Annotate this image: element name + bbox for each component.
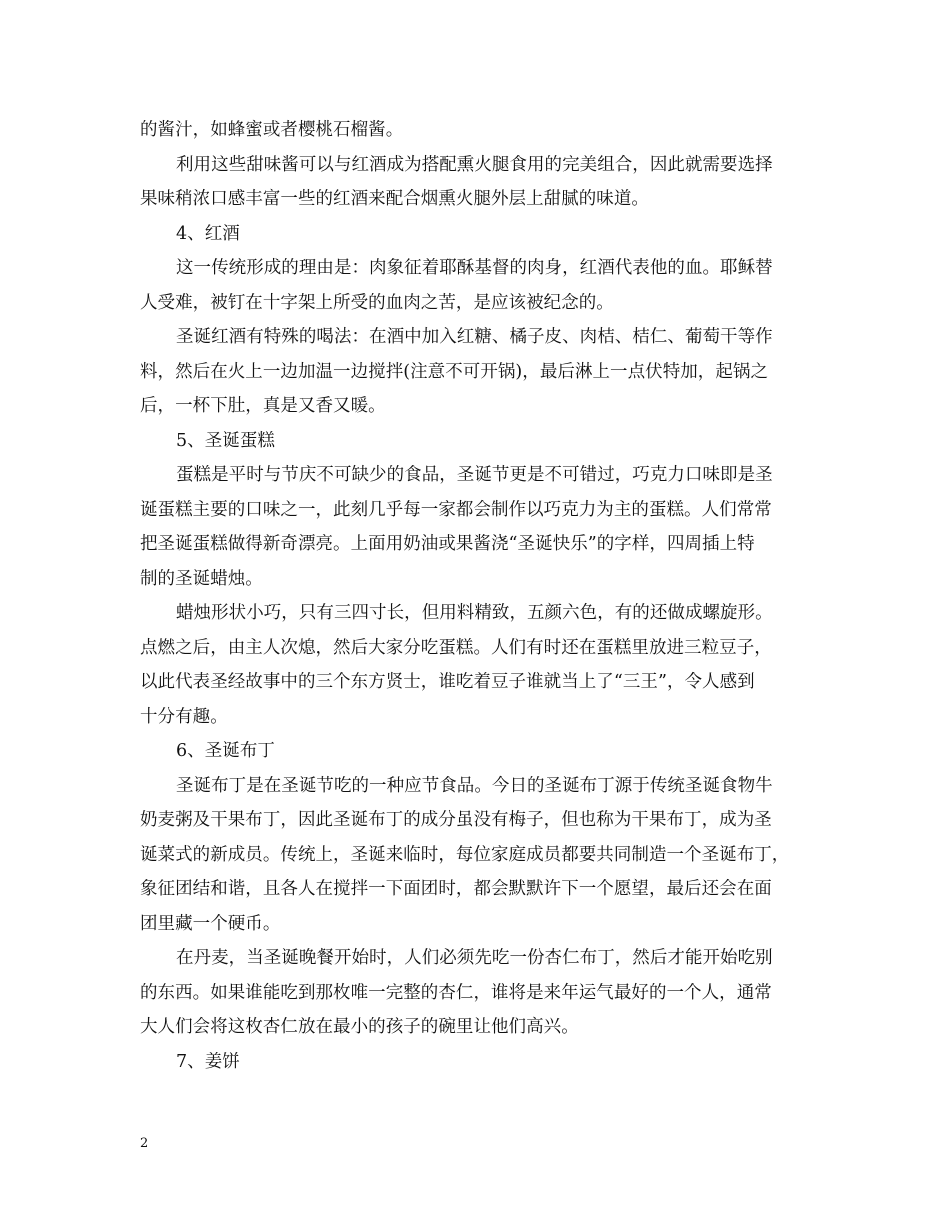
text-line: 点燃之后，由主人次熄，然后大家分吃蛋糕。人们有时还在蛋糕里放进三粒豆子， — [140, 637, 772, 658]
text-line: 诞菜式的新成员。传统上，圣诞来临时，每位家庭成员都要共同制造一个圣诞布丁， — [140, 844, 790, 865]
text-line: 以此代表圣经故事中的三个东方贤士，谁吃着豆子谁就当上了“三王”，令人感到 — [140, 672, 755, 692]
text-line: 蛋糕是平时与节庆不可缺少的食品，圣诞节更是不可错过，巧克力口味即是圣 — [176, 465, 773, 485]
text-line: 把圣诞蛋糕做得新奇漂亮。上面用奶油或果酱浇“圣诞快乐”的字样，四周插上特 — [140, 534, 755, 554]
text-line: 7、姜饼 — [176, 1051, 240, 1072]
text-line: 在丹麦，当圣诞晚餐开始时，人们必须先吃一份杏仁布丁，然后才能开始吃别 — [176, 948, 773, 968]
text-line: 诞蛋糕主要的口味之一，此刻几乎每一家都会制作以巧克力为主的蛋糕。人们常常 — [140, 499, 772, 520]
text-line: 6、圣诞布丁 — [176, 741, 275, 761]
text-line: 这一传统形成的理由是：肉象征着耶酥基督的肉身，红酒代表他的血。耶稣替 — [176, 258, 773, 278]
page-number: 2 — [140, 1136, 149, 1151]
text-line: 蜡烛形状小巧，只有三四寸长，但用料精致，五颜六色，有的还做成螺旋形。 — [176, 603, 773, 623]
document-body — [140, 113, 812, 1079]
text-line: 十分有趣。 — [140, 706, 228, 727]
text-line: 5、圣诞蛋糕 — [176, 430, 275, 451]
text-line: 圣诞红酒有特殊的喝法：在酒中加入红糖、橘子皮、肉桔、桔仁、葡萄干等作 — [176, 327, 773, 347]
text-line: 大人们会将这枚杏仁放在最小的孩子的碗里让他们高兴。 — [140, 1017, 579, 1037]
text-line: 制的圣诞蜡烛。 — [140, 568, 263, 589]
text-line: 的东西。如果谁能吃到那枚唯一完整的杏仁，谁将是来年运气最好的一个人，通常 — [140, 982, 772, 1003]
text-line: 果味稍浓口感丰富一些的红酒来配合烟熏火腿外层上甜腻的味道。 — [140, 189, 649, 209]
text-line: 团里藏一个硬币。 — [140, 913, 281, 934]
text-line: 利用这些甜味酱可以与红酒成为搭配熏火腿食用的完美组合，因此就需要选择 — [176, 154, 773, 175]
text-line: 料，然后在火上一边加温一边搅拌(注意不可开锅)，最后淋上一点伏特加，起锅之 — [140, 361, 769, 382]
text-line: 4、红酒 — [176, 223, 240, 244]
text-line: 象征团结和谐，且各人在搅拌一下面团时，都会默默许下一个愿望，最后还会在面 — [140, 879, 772, 899]
text-line: 奶麦粥及干果布丁，因此圣诞布丁的成分虽没有梅子，但也称为干果布丁，成为圣 — [140, 810, 772, 830]
text-line: 圣诞布丁是在圣诞节吃的一种应节食品。今日的圣诞布丁源于传统圣诞食物牛 — [176, 775, 773, 796]
text-line: 人受难，被钉在十字架上所受的血肉之苦，是应该被纪念的。 — [140, 292, 614, 313]
text-line: 的酱汁，如蜂蜜或者樱桃石榴酱。 — [140, 120, 404, 140]
text-line: 后，一杯下肚，真是又香又暖。 — [140, 396, 386, 416]
